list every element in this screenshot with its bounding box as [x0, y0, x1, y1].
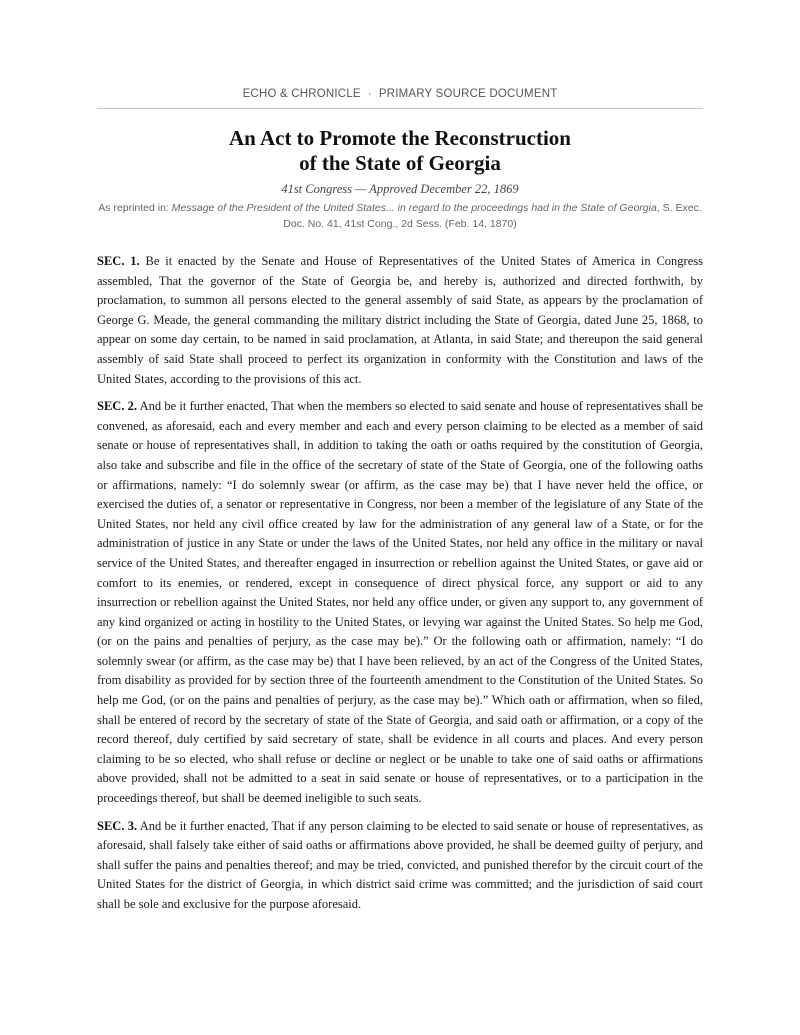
- publication-name: ECHO & CHRONICLE: [242, 88, 361, 100]
- source-citation: [97, 200, 703, 232]
- source-suffix: , S. Exec. Doc. No. 41, 41st Cong., 2d Sess. (Feb. 14, 1870): [283, 202, 702, 230]
- section-text: And be it further enacted, That when the members so elected to said senate and house of representatives shall be convened, as aforesaid, each and every member and each and every person claiming to be elected as a member of said senate or house of representatives shall, in addition to taking the oath or oaths required by the constitution of Georgia, also take and subscribe and file in the office of the secretary of state of the State of Georgia, one of the following oaths or affirmations, namely: “I do solemnly swear (or affirm, as the case may be) that I have never held the office, or exercised the duties of, a senator or representative in Congress, nor been a member of the legislature of any State of the United States, nor held any civil office created by law for the administration of any general law of a State, or for the administration of justice in any State or under the laws of the United States, nor held any office in the military or naval service of the United States, and thereafter engaged in insurrection or rebellion against the United States, or gave aid or comfort to its enemies, or rendered, except in consequence of direct physical force, any support or aid to any insurrection or rebellion against the United States, nor held any office under, or given any support to, any government of any kind organized or acting in hostility to the United States, or levying war against the United States. So help me God, (or on the pains and penalties of perjury, as the case may be).” Or the following oath or affirmation, namely: “I do solemnly swear (or affirm, as the case may be) that I have been relieved, by an act of the Congress of the United States, from disability as provided for by section three of the fourteenth amendment to the Constitution of the United States. So help me God, (or on the pains and penalties of perjury, as the case may be).” Which oath or affirmation, when so filed, shall be entered of record by the secretary of state of the State of Georgia, and said oath or affirmation, or a copy of the record thereof, duly certified by said secretary of state, shall be evidence in all courts and places. And every person claiming to be so elected, who shall refuse or decline or neglect or be unable to take one of said oaths or affirmations above provided, shall not be admitted to a seat in said senate or house of representatives, or to a participation in the proceedings thereof, but shall be deemed ineligible to such seats.: [97, 399, 703, 806]
- section-text: Be it enacted by the Senate and House of Representatives of the United States of America in Congress assembled, That the governor of the State of Georgia be, and hereby is, authorized and directed forthwith, by proclamation, to summon all persons elected to the general assembly of said State, as appears by the proclamation of George G. Meade, the general commanding the military district including the State of Georgia, dated June 25, 1868, to appear on some day certain, to be named in said proclamation, at Atlanta, in said State; and thereupon the said general assembly of said State shall proceed to perfect its organization in conformity with the Constitution and laws of the United States, according to the provisions of this act.: [97, 254, 703, 386]
- header-divider: [97, 108, 703, 109]
- document-title: [97, 126, 703, 176]
- title-line-2: of the State of Georgia: [299, 151, 501, 175]
- document-body: [97, 252, 703, 915]
- source-prefix: As reprinted in:: [98, 202, 172, 214]
- section-2: [97, 397, 703, 808]
- section-name: PRIMARY SOURCE DOCUMENT: [378, 88, 558, 100]
- section-3: [97, 817, 703, 915]
- source-title: Message of the President of the United States... in regard to the proceedings had in the State of Georgia: [171, 202, 657, 214]
- title-line-1: An Act to Promote the Reconstruction: [229, 126, 571, 150]
- section-label: SEC. 2.: [97, 399, 138, 414]
- section-label: SEC. 3.: [97, 818, 138, 833]
- section-text: And be it further enacted, That if any person claiming to be elected to said senate or house of representatives, as aforesaid, shall falsely take either of said oaths or affirmations above provided, he shall be deemed guilty of perjury, and shall suffer the pains and penalties thereof; and may be tried, convicted, and punished therefor by the circuit court of the United States for the district of Georgia, in which district said crime was committed; and the jurisdiction of said court shall be sole and exclusive for the purpose aforesaid.: [97, 818, 703, 911]
- document-page: [97, 0, 703, 923]
- section-1: [97, 252, 703, 389]
- section-label: SEC. 1.: [97, 254, 140, 268]
- congress-approval-line: 41st Congress — Approved December 22, 1869: [281, 182, 519, 196]
- header-separator: ·: [367, 88, 372, 100]
- running-header: [97, 88, 703, 106]
